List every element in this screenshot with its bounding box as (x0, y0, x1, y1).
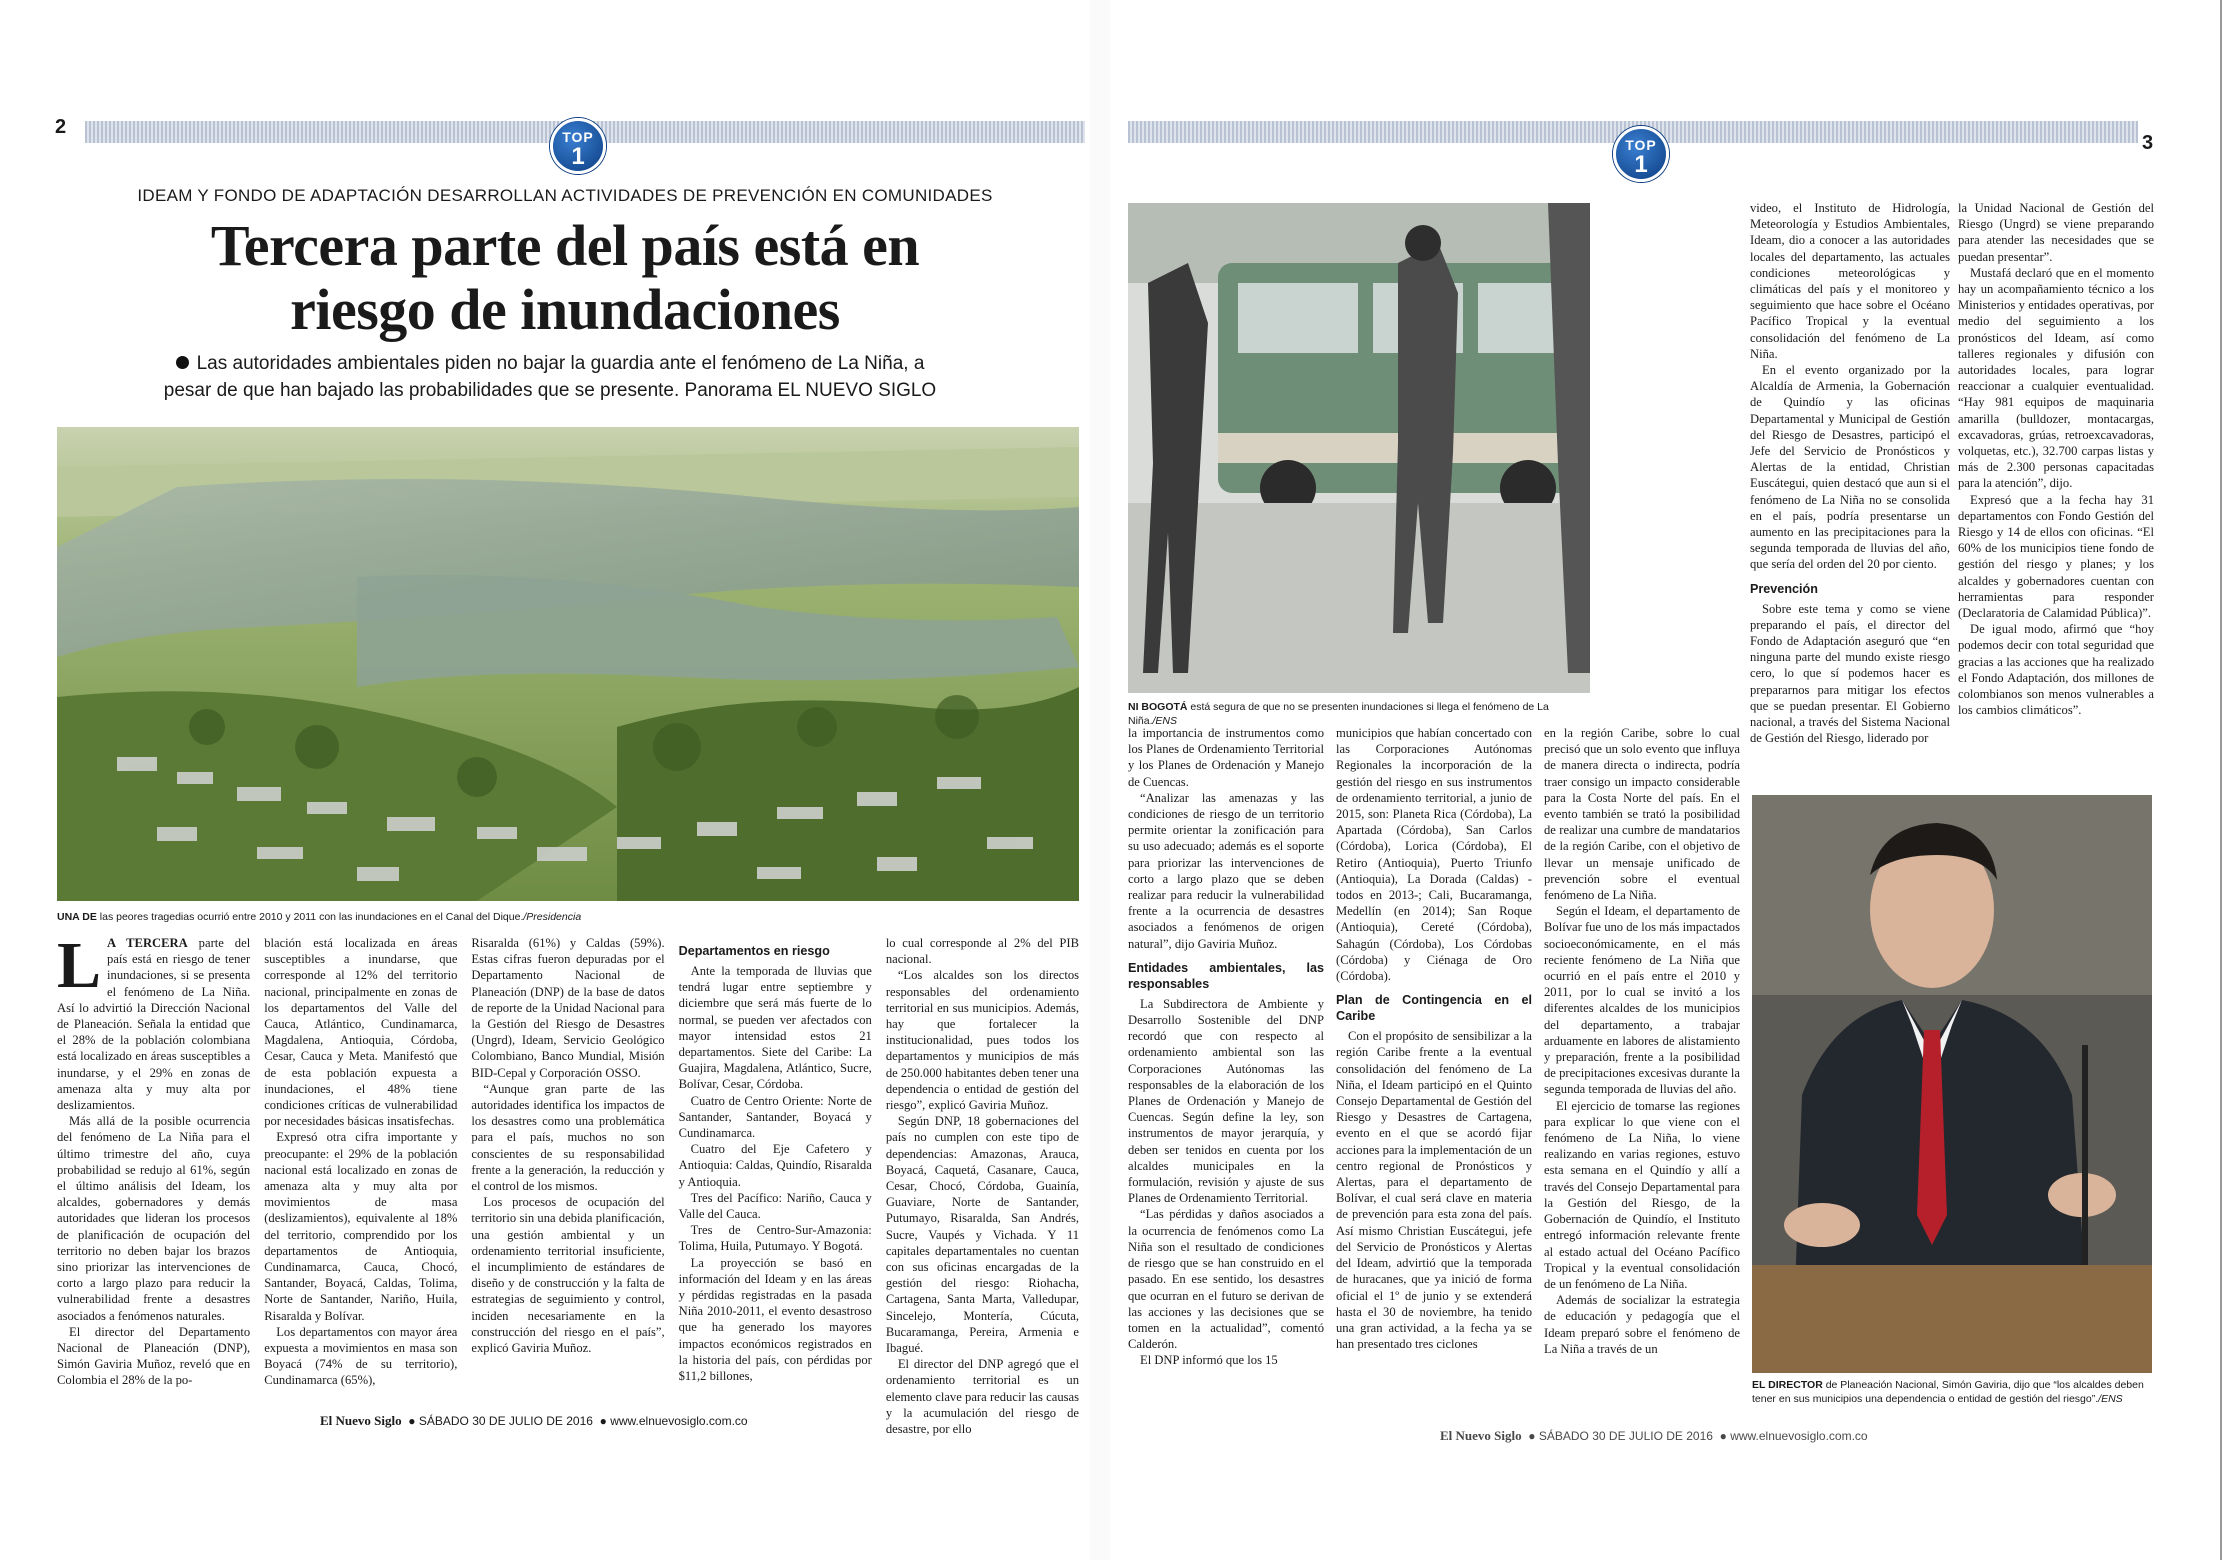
footer-url[interactable]: www.elnuevosiglo.com.co (610, 1414, 748, 1428)
right-top-column-b: la Unidad Nacional de Gestión del Riesgo (Ungrd) se viene preparando para atender las necesidades que se puedan presentar”. Mustafá declaró que en el momento hay un acompañamiento técnico a los Ministerios y entidades operativas, por medio del seguimiento a los pronósticos del Ideam, así como talleres regionales y difusión con autoridades locales, para lograr reaccionar a cualquier eventualidad. “Hay 981 equipos de maquinaria amarilla (bulldozer, montacargas, excavadoras, grúas, retroexcavadoras, volquetas, etc.), 32.700 carpas listas y más de 2.300 personas capacitadas para la atención”, dijo. Expresó que a la fecha hay 31 departamentos con Fondo Gestión del Riesgo y 14 de ellos con oficinas. “El 60% de los municipios tiene fondo de gestión del riesgo y planes; y los alcaldes y gobernadores cuentan con herramientas para responder (Declaratoria de Calamidad Pública)”. De igual modo, afirmó que “hoy podemos decir con total seguridad que gracias a las acciones que ha realizado el Fondo Adaptación, dos millones de colombianos son menos vulnerables a los cambios climáticos”. (1958, 201, 2154, 718)
article-column-3: Risaralda (61%) y Caldas (59%). Estas cifras fueron depuradas por el Departamento Nacional de Planeación (DNP) de la base de datos de reporte de la Unidad Nacional para la Gestión del Riesgo de Desastres (Ungrd), Ideam, Servicio Geológico Colombiano, Banco Mundial, Misión BID-Cepal y Corporación OSSO. “Aunque gran parte de las autoridades identifica los impactos de los desastres como una problemática para el país, muchos no son conscientes de su responsabilidad frente a la generación, la reducción y el control de los mismos. Los procesos de ocupación del territorio sin una debida planificación, una gestión ambiental y un ordenamiento territorial insuficiente, el incumplimiento de estándares de diseño y de construcción y la falta de estrategias de seguimiento y control, inciden necesariamente en la construcción del riesgo en el país”, explicó Gaviria Muñoz. (471, 936, 665, 1356)
bogota-photo-caption: NI BOGOTÁ está segura de que no se presenten inundaciones si llega el fenómeno de La Niña./ENS (1128, 701, 1549, 727)
subheading: Departamentos en riesgo (678, 944, 830, 958)
right-top-column-a: video, el Instituto de Hidrología, Meteorología y Estudios Ambientales, Ideam, dio a conocer a las autoridades locales del departamento, las actuales condiciones meteorológicas y climáticas del país y el monitoreo y seguimiento que hace sobre el Océano Pacífico Tropical y la eventual consolidación del fenómeno de La Niña. En el evento organizado por la Alcaldía de Armenia, la Gobernación de Quindío y las oficinas Departamental y Municipal de Gestión del Riesgo de Desastres, participó el Jefe del Servicio de Pronósticos y Alertas de la entidad, Christian Euscátegui, quien destacó que aun si el fenómeno de La Niña no se consolida en el país, podría presentarse un aumento en las precipitaciones para la segunda temporada de lluvias del año, que sería del orden del 20 por ciento. Prevención Sobre este tema y como se viene preparando el país, el director del Fondo de Adaptación aseguró que “en ninguna parte del mundo existe riesgo cero, lo que sí podemos hacer es prepararnos para mitigar los efectos que se puedan presentar. El Gobierno nacional, a través del Sistema Nacional de Gestión del Riesgo, liderado por (1750, 201, 1950, 746)
subheading: Plan de Contingencia en el Caribe (1336, 993, 1532, 1024)
left-page (0, 0, 1090, 1560)
subheading: Prevención (1750, 581, 1818, 596)
drop-cap: L (57, 929, 102, 1002)
page-number: 2 (55, 116, 67, 138)
article-column-4: Departamentos en riesgo Ante la temporada de lluvias que tendrá lugar entre septiembre y diciembre que será más fuerte de lo normal, se pueden ver afectados con mayor intensidad estos 21 departamentos. Siete del Caribe: La Guajira, Magdalena, Atlántico, Sucre, Bolívar, Cesar, Córdoba. Cuatro de Centro Oriente: Norte de Santander, Santander, Boyacá y Cundinamarca. Cuatro del Eje Cafetero y Antioquia: Caldas, Quindío, Risaralda y Antioquia. Tres del Pacífico: Nariño, Cauca y Valle del Cauca. Tres de Centro-Sur-Amazonia: Tolima, Huila, Putumayo. Y Bogotá. La proyección se basó en información del Ideam y en las áreas y pérdidas registradas en la pasada Niña 2010-2011, el evento desastroso que ha generado los mayores impactos económicos registrados en la historia del país, con pérdidas por $11,2 billones, (678, 944, 872, 1384)
scan-edge (2220, 0, 2222, 1560)
summary: Las autoridades ambientales piden no bajar la guardia ante el fenómeno de La Niña, a pesar de que han bajado las probabilidades que se presente. Panorama EL NUEVO SIGLO (163, 353, 937, 401)
article-column-2: blación está localizada en áreas susceptibles a inundarse, que corresponde al 12% del territorio nacional, principalmente en zonas de los departamentos del Valle del Cauca, Atlántico, Cundinamarca, Magdalena, Antioquia, Córdoba, Cesar, Cauca y Meta. Manifestó que de esta población expuesta a inundaciones, el 48% tiene condiciones críticas de vulnerabilidad por necesidades básicas insatisfechas. Expresó otra cifra importante y preocupante: el 29% de la población nacional está localizado en zonas de amenaza alta y muy alta por movimientos de masa (deslizamientos), equivalente al 18% del territorio, comprendido por los departamentos de Antioquia, Cundinamarca, Cauca, Chocó, Santander, Boyacá, Caldas, Tolima, Norte de Santander, Nariño, Huila, Risaralda y Bolívar. Los departamentos con mayor área expuesta a movimientos en masa son Boyacá (74% de su territorio), Cundinamarca (65%), (264, 936, 458, 1388)
footer-date: SÁBADO 30 DE JULIO DE 2016 (418, 1414, 593, 1428)
flood-aerial-photo (57, 427, 1079, 901)
bullet-icon (176, 356, 189, 369)
subheading: Entidades ambientales, las responsables (1128, 960, 1324, 991)
bogota-street-photo (1128, 203, 1590, 693)
footer-brand: El Nuevo Siglo (320, 1413, 402, 1428)
right-column-3: en la región Caribe, sobre lo cual precisó que un solo evento que influya de manera directa o indirecta, podría traer consigo un impacto considerable para la Costa Norte del país. En el evento también se trató la posibilidad de realizar una cumbre de mandatarios de la región Caribe, con el objetivo de llevar un mensaje unificado de prevención sobre el eventual fenómeno de La Niña. Según el Ideam, el departamento de Bolívar fue uno de los más impactados socioeconómicamente, en el más reciente fenómeno de La Niña que ocurrió en el país entre el 2010 y 2011, por lo cual se invitó a los diferentes alcaldes de los municipios del departamento, a trabajar arduamente en labores de alistamiento y preparación, frente a la posibilidad de precipitaciones excesivas durante la segunda temporada de lluvias del año. El ejercicio de tomarse las regiones para explicar lo que viene con el fenómeno de La Niña, lo viene realizando en varias regiones, estuvo esta semana en el Quindío y allí a través del Consejo Departamental para la Gestión del Riesgo, de la Gobernación de Quindío, el Instituto entregó información relevante frente al estado actual del Océano Pacífico Tropical y la eventual consolidación de un fenómeno de La Niña. Además de socializar la estrategia de educación y pedagogía que el Ideam preparó sobre el fenómeno de La Niña a través de un (1544, 726, 1740, 1356)
right-column-1: la importancia de instrumentos como los Planes de Ordenamiento Territorial y los Planes de Ordenación y Manejo de Cuencas. “Analizar las amenazas y las condiciones de riesgo de un territorio permite orientar la zonificación para su uso adecuado; además es el soporte para priorizar las intervenciones de corto a largo plazo que se deben realizar para reducir la vulnerabilidad frente a la ocurrencia de desastres asociados a fenómenos de origen natural”, dijo Gaviria Muñoz. Entidades ambientales, las responsables La Subdirectora de Ambiente y Desarrollo Sostenible del DNP recordó que con respecto al ordenamiento ambiental son las Corporaciones Autónomas las responsables de la elaboración de los Planes de Ordenación y Manejo de Cuencas. Según define la ley, son instrumentos de mayor jerarquía, y deben ser tenidos en cuenta por los alcaldes municipales en la formulación, revisión y ajuste de sus Planes de Ordenamiento Territorial. “Las pérdidas y daños asociados a la ocurrencia de fenómenos como La Niña son el resultado de condiciones de riesgo que se han construido en el pasado. En ese sentido, los desastres que ocurran en el futuro se derivan de las acciones y las decisiones que se tomen en la actualidad”, comentó Calderón. El DNP informó que los 15 (1128, 726, 1324, 1368)
simon-gaviria-photo (1752, 795, 2152, 1373)
article-column-5: lo cual corresponde al 2% del PIB nacional. “Los alcaldes son los directos responsables del ordenamiento territorial en sus municipios. Además, hay que fortalecer la institucionalidad, pues todos los departamentos y municipios de más de 250.000 habitantes deben tener una dependencia o entidad de gestión del riesgo”, explicó Gaviria Muñoz. Según DNP, 18 gobernaciones del país no cumplen con este tipo de dependencias: Amazonas, Arauca, Boyacá, Caquetá, Casanare, Cauca, Cesar, Chocó, Córdoba, Guainía, Guaviare, Norte de Santander, Putumayo, Risaralda, San Andrés, Sucre, Vaupés y Vichada. Y 11 capitales departamentales no cuentan con sus oficinas encargadas de la gestión del riesgo: Riohacha, Cartagena, Santa Marta, Valledupar, Sincelejo, Montería, Cúcuta, Bucaramanga, Pereira, Armenia e Ibagué. El director del DNP agregó que el ordenamiento territorial es un elemento clave para reducir las causas y la acumulación del riesgo de desastre, por ello (885, 936, 1080, 1437)
top1-badge: TOP 1 (1613, 126, 1669, 182)
article-column-1: L A TERCERA parte del país está en riesgo de tener inundaciones, si se presenta el fenómeno de La Niña. Así lo advirtió la Dirección Nacional de Planeación. Señala la entidad que el 28% de la población colombiana está localizado en áreas susceptibles a inundarse, y el 29% en zonas de amenaza alta y muy alta por deslizamientos. Más allá de la posible ocurrencia del fenómeno de La Niña para el último trimestre del año, cuya probabilidad se redujo al 61%, según el último análisis del Ideam, los alcaldes, gobernadores y demás autoridades que lideran los procesos de planificación de ocupación del territorio no deben bajar los brazos sino priorizar las intervenciones de corto a largo plazo para reducir la vulnerabilidad frente a desastres asociados a fenómenos naturales. El director del Departamento Nacional de Planeación (DNP), Simón Gaviria Muñoz, reveló que en Colombia el 28% de la po- (57, 929, 251, 1388)
page-number: 3 (2142, 132, 2154, 154)
top1-badge: TOP 1 (550, 118, 606, 174)
page-gutter (1090, 0, 1110, 1560)
flood-photo-caption: UNA DE las peores tragedias ocurrió entre 2010 y 2011 con las inundaciones en el Canal del Dique./Presidencia (57, 911, 582, 923)
kicker: IDEAM Y FONDO DE ADAPTACIÓN DESARROLLAN ACTIVIDADES DE PREVENCIÓN EN COMUNIDADES (137, 186, 993, 205)
page-footer-right: El Nuevo Siglo ● SÁBADO 30 DE JULIO DE 2016 ● www.elnuevosiglo.com.co (1440, 1428, 1868, 1443)
right-column-2: municipios que habían concertado con las Corporaciones Autónomas Regionales la incorporación de la gestión del riesgo en sus instrumentos de ordenamiento territorial, a junio de 2015, son: Planeta Rica (Córdoba), La Apartada (Córdoba), San Carlos (Córdoba), Lorica (Córdoba), El Retiro (Antioquia), Puerto Triunfo (Antioquia), La Dorada (Caldas) -todos en 2013-; Cali, Bucaramanga, Medellín (en 2014); San Roque (Antioquia), Cereté (Córdoba), Sahagún (Córdoba), Los Córdobas (Córdoba) y Ciénaga de Oro (Córdoba). Plan de Contingencia en el Caribe Con el propósito de sensibilizar a la región Caribe frente a la eventual consolidación del fenómeno de La Niña, el Ideam participó en el Quinto Consejo Departamental de Gestión del Riesgo y Desastres de Cartagena, evento en el que se acordó fijar acciones para la implementación de un centro regional de Pronósticos y Alertas, para el departamento de Bolívar, el cual será clave en materia de prevención para esta zona del país. Así mismo Christian Euscátegui, jefe del Servicio de Pronósticos y Alertas del Ideam, advirtió que la temporada de huracanes, que ya inició de forma oficial el 1º de junio y se extenderá hasta el 30 de noviembre, ha tenido una gran actividad, a la fecha ya se han presentado tres ciclones (1336, 726, 1532, 1352)
gaviria-photo-caption: EL DIRECTOR de Planeación Nacional, Simón Gaviria, dijo que “los alcaldes deben tener en sus municipios una dependencia o entidad de gestión del riesgo”./ENS (1752, 1379, 2144, 1405)
page-footer: El Nuevo Siglo ● SÁBADO 30 DE JULIO DE 2016 ● www.elnuevosiglo.com.co (320, 1413, 748, 1428)
headline: Tercera parte del país está en riesgo de inundaciones (210, 213, 920, 342)
